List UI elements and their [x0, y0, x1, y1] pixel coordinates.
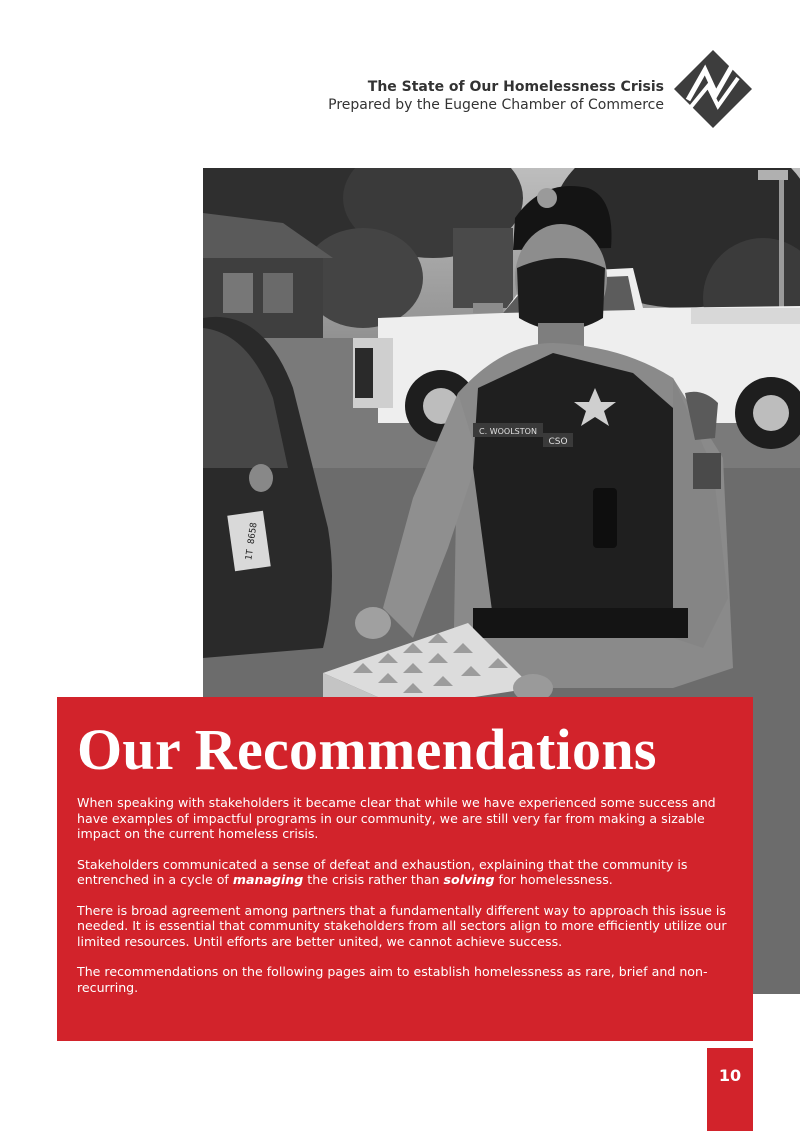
- license-plate-text: 1T 8658: [244, 521, 260, 561]
- recommendations-panel: [57, 697, 753, 1041]
- badge-name-text: C. WOOLSTON: [479, 427, 537, 436]
- paragraph-1: When speaking with stakeholders it became clear that while we have experienced some success and have examples of impactful programs in our community, we are still very far from making a sizable impact on the current homeless crisis.: [77, 795, 716, 841]
- report-subtitle: Prepared by the Eugene Chamber of Commerce: [328, 97, 664, 113]
- paragraph-2-part-b: the crisis rather than: [303, 872, 444, 887]
- paragraph-2: [77, 857, 733, 888]
- badge-role-text: CSO: [548, 437, 568, 447]
- paragraph-3: There is broad agreement among partners that a fundamentally different way to approach this issue is needed. It is essential that community stakeholders from all sectors align to more efficiently utilize our limited resources. Until efforts are better united, we cannot achieve success.: [77, 902, 727, 949]
- chamber-logo-icon: [672, 48, 754, 130]
- emphasis-managing: managing: [232, 872, 304, 887]
- paragraph-2-part-a: Stakeholders communicated a sense of defeat and exhaustion, explaining that the community is entrenched in a cycle of: [77, 856, 688, 887]
- page-header: [328, 78, 664, 115]
- section-heading: Our Recommendations: [77, 717, 657, 782]
- emphasis-solving: solving: [443, 872, 495, 887]
- report-title: The State of Our Homelessness Crisis: [367, 79, 664, 95]
- paragraph-2-part-c: for homelessness.: [494, 872, 613, 887]
- paragraph-4: The recommendations on the following pages aim to establish homelessness as rare, brief and non-recurring.: [77, 964, 708, 995]
- page-number: 10: [707, 1048, 753, 1131]
